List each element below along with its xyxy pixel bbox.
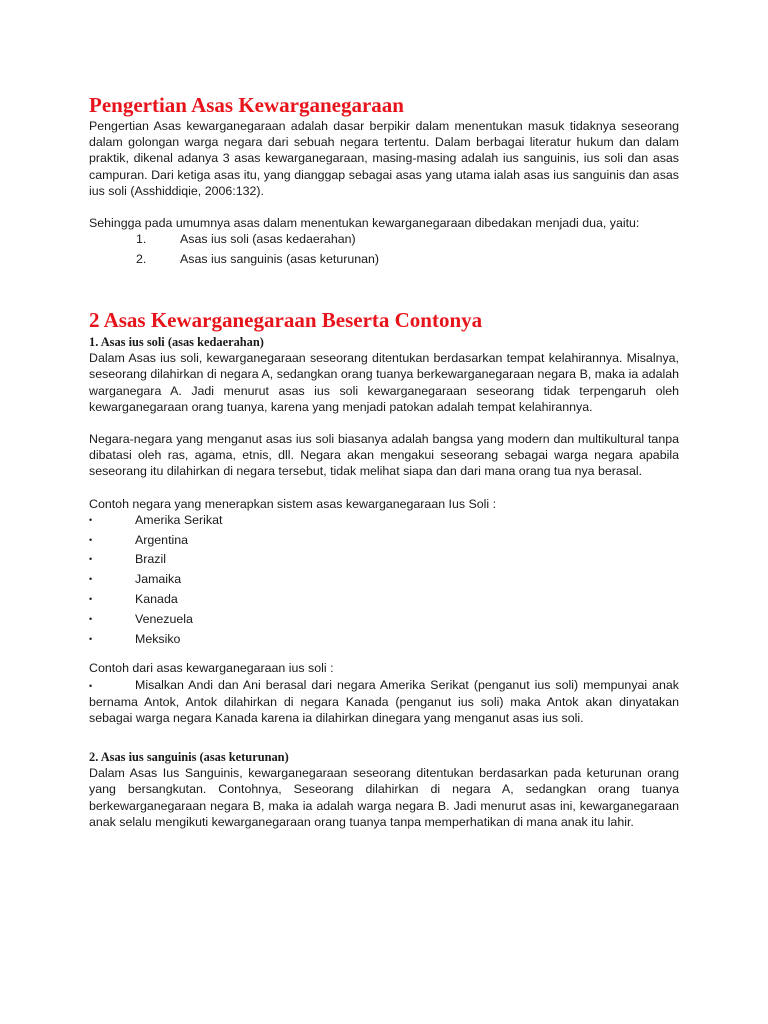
bullet-icon: • [89,613,93,624]
list-item: • Jamaika [89,572,182,587]
list-item: 1. Asas ius soli (asas kedaerahan) [136,232,356,247]
paragraph-ius-sanguinis: Dalam Asas Ius Sanguinis, kewarganegaraan seseorang ditentukan berdasarkan pada keturunan orang yang bersangkutan. Contohnya, Seseorang dilahirkan di negara A, sedangkan orang tuanya berkewarganegaraan negara B, maka ia adalah warga negara B. Jadi menurut asas ini, kewarganegaraan anak selalu mengikuti kewarganegaraan orang tuanya tanpa memperhatikan di mana anak itu lahir. [89,766,679,829]
subtitle-ius-sanguinis: 2. Asas ius sanguinis (asas keturunan) [89,750,289,765]
countries-intro: Contoh negara yang menerapkan sistem asas kewarganegaraan Ius Soli : [89,496,497,511]
list-item: • Argentina [89,532,189,547]
list-item: • Meksiko [89,631,181,646]
paragraph-pengertian: Pengertian Asas kewarganegaraan adalah dasar berpikir dalam menentukan masuk tidaknya seseorang dalam golongan warga negara dari sebuah negara tertentu. Dalam berbagai literatur hukum dan dalam praktik, dikenal adanya 3 asas kewarganegaraan, masing-masing adalah ius sanguinis, ius soli dan asas campuran. Dari ketiga asas itu, yang dianggap sebagai asas yang utama ialah asas ius sanguinis dan asas ius soli (Asshiddiqie, 2006:132). [89,119,679,198]
document-page [89,92,679,830]
bullet-icon: • [89,633,93,644]
bullet-icon: • [89,680,93,691]
paragraph-ius-soli-2: Negara-negara yang menganut asas ius soli biasanya adalah bangsa yang modern dan multikultural tanpa dibatasi oleh ras, agama, etnis, dll. Negara akan mengakui seseorang sebagai warga negara apabila seseorang itu dilahirkan di negara tersebut, tidak melihat siapa dan dari mana orang tua nya berasal. [89,432,679,479]
paragraph-intro: Sehingga pada umumnya asas dalam menentukan kewarganegaraan dibedakan menjadi dua, yaitu: [89,216,640,231]
subtitle-ius-soli: 1. Asas ius soli (asas kedaerahan) [89,335,264,350]
bullet-icon: • [89,554,93,565]
example-text: Misalkan Andi dan Ani berasal dari negara Amerika Serikat (penganut ius soli) mempunyai anak bernama Antok, Antok dilahirkan di negara Kanada (penganut ius soli) maka Antok akan dinyatakan sebagai warga negara Kanada karena ia dilahirkan dinegara yang menganut asas ius soli. [89,677,679,726]
section-title-pengertian: Pengertian Asas Kewarganegaraan [89,93,404,117]
example-paragraph [89,677,679,727]
section-title-2-asas: 2 Asas Kewarganegaraan Beserta Contonya [89,308,483,333]
bullet-icon: • [89,594,93,605]
list-item: • Venezuela [89,611,193,626]
countries-list [89,512,679,651]
bullet-icon: • [89,514,93,525]
list-item: • Brazil [89,552,166,567]
paragraph-ius-soli-1: Dalam Asas ius soli, kewarganegaraan seseorang ditentukan berdasarkan tempat kelahirannya. Misalnya, seseorang dilahirkan di negara A, sedangkan orang tuanya berkewarganegaraan negara B, maka ia adalah warganegara A. Jadi menurut asas ius soli kewarganegaraan seseorang tidak terpengaruh oleh kewarganegaraan orang tuanya, karena yang menjadi patokan adalah tempat kelahirannya. [89,351,679,414]
list-item: 2. Asas ius sanguinis (asas keturunan) [136,252,380,267]
bullet-icon: • [89,574,93,585]
list-item: • Kanada [89,592,178,607]
numbered-list [89,231,679,271]
list-item: • Amerika Serikat [89,512,223,527]
example-intro: Contoh dari asas kewarganegaraan ius soli : [89,661,334,676]
bullet-icon: • [89,534,93,545]
